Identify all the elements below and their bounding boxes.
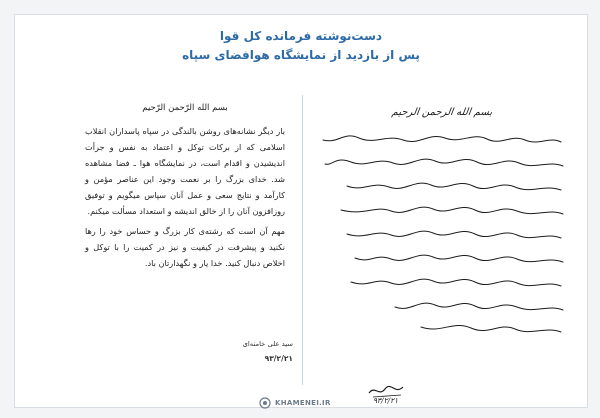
typed-paragraph-2: مهم آن است که رشته‌ی کار بزرگ و حساس خود را رها نکنید و پیشرفت در کیفیت و نیز در کمیت را با توکل و اخلاص دنبال کنید. خدا یار و نگهدارتان باد. — [85, 226, 285, 268]
column-divider — [302, 95, 303, 385]
typed-date: ۹۳/۲/۲۱ — [264, 354, 293, 363]
logo-icon — [259, 397, 271, 409]
logo-text: KHAMENEI.IR — [275, 399, 331, 407]
typed-bismillah: بسم الله الرّحمن الرّحیم — [142, 103, 228, 113]
header-title-line2: پس از بازدید از نمایشگاه هوافضای سپاه — [182, 48, 420, 62]
site-logo — [259, 396, 331, 410]
handwritten-bismillah: بسم الله الرحمن الرحیم — [390, 107, 494, 118]
handwritten-date: ۹۳/۲/۲۱ — [373, 396, 399, 405]
handwritten-note — [311, 95, 573, 405]
typed-signature-name: سید علی خامنه‌ای — [242, 340, 293, 348]
header-title-line1: دست‌نوشته فرمانده کل قوا — [219, 29, 383, 43]
typed-transcription — [85, 97, 293, 387]
handwritten-lines-image — [311, 126, 573, 346]
document-header — [15, 15, 587, 77]
typed-paragraph-1: بار دیگر نشانه‌های روشن بالندگی در سپاه پاسداران انقلاب اسلامی که از برکات توکل و اعتماد به نفس و جرأت اندیشیدن و اقدام است، در نمایشگاه هوا ـ فضا مشاهده شد. خدای بزرگ را بر نعمت وجود این عناصر مؤمن و کارآمد و نتایج سعی و عمل آنان سپاس میگویم و توفیق روزافزون آنان را از خالق اندیشه و استعداد مسألت میکنم. — [85, 126, 285, 216]
document-page — [14, 14, 588, 408]
